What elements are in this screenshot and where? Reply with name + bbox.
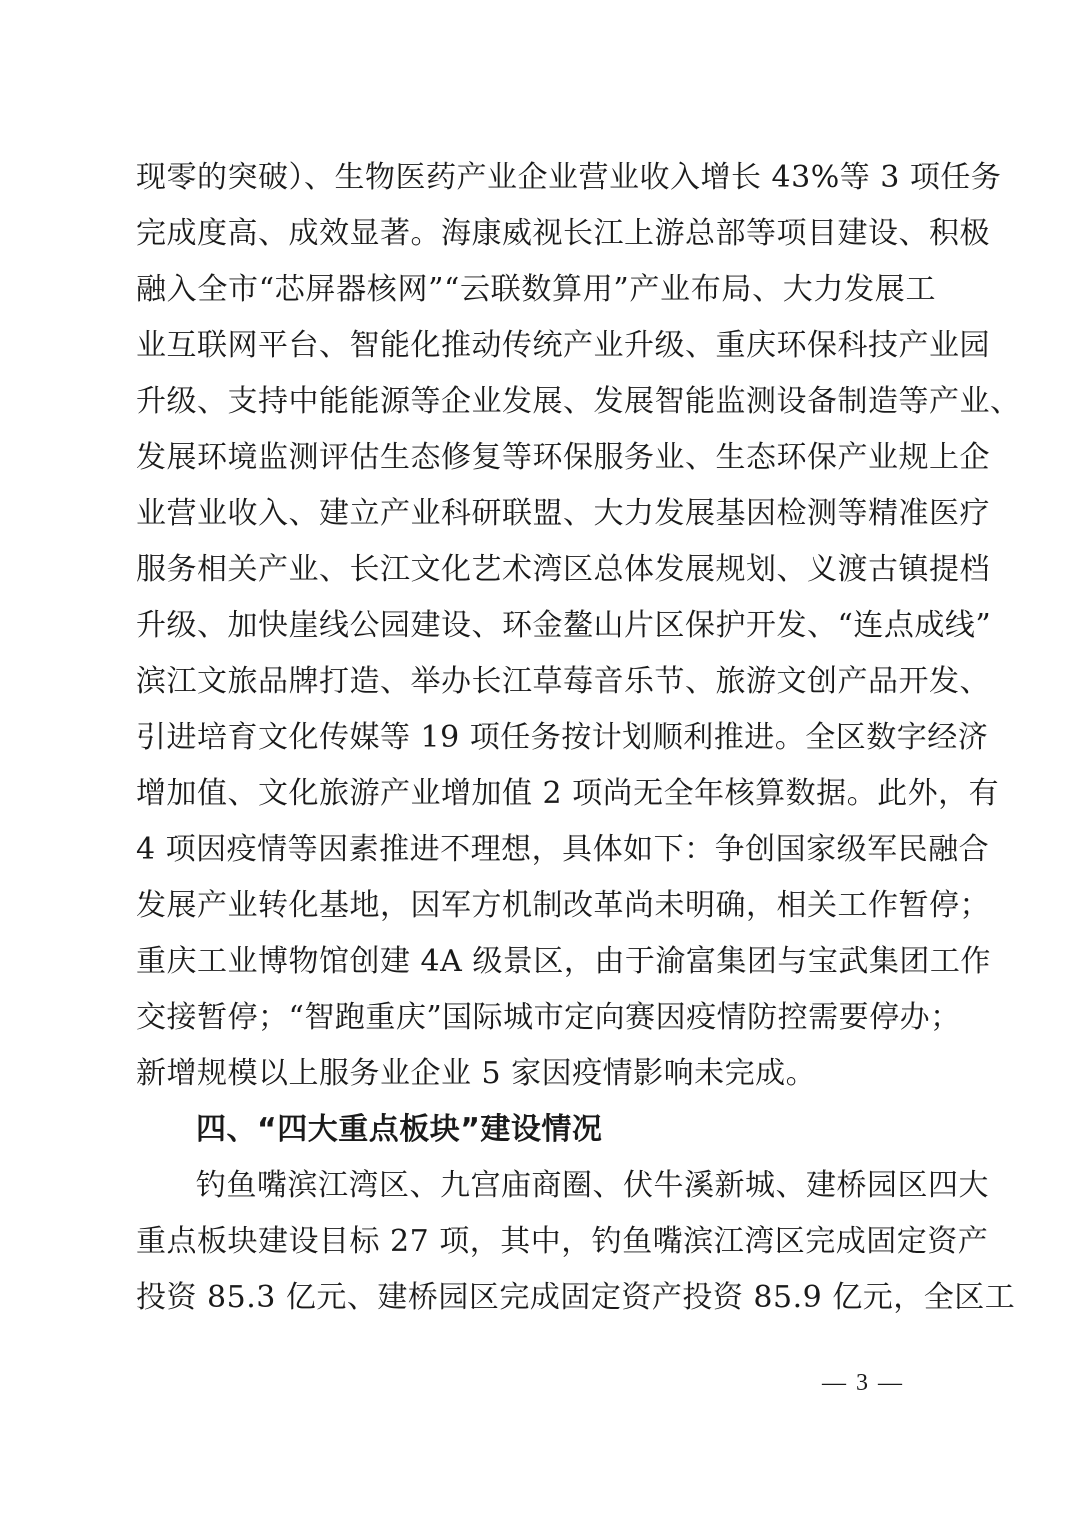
page-number: — 3 — <box>822 1370 904 1396</box>
paragraph-line: 重庆工业博物馆创建 4A 级景区，由于渝富集团与宝武集团工作 <box>136 944 991 979</box>
paragraph-line: 升级、加快崖线公园建设、环金鳌山片区保护开发、“连点成线” <box>136 608 992 643</box>
section-paragraph-line: 重点板块建设目标 27 项，其中，钓鱼嘴滨江湾区完成固定资产 <box>136 1224 989 1259</box>
paragraph-line: 融入全市“芯屏器核网”“云联数算用”产业布局、大力发展工 <box>136 272 936 307</box>
paragraph-line: 增加值、文化旅游产业增加值 2 项尚无全年核算数据。此外，有 <box>136 776 1000 811</box>
paragraph-line: 升级、支持中能能源等企业发展、发展智能监测设备制造等产业、 <box>136 384 1021 419</box>
paragraph-line: 4 项因疫情等因素推进不理想，具体如下：争创国家级军民融合 <box>136 832 990 867</box>
section-heading: 四、“四大重点板块”建设情况 <box>196 1112 603 1147</box>
section-paragraph-line: 钓鱼嘴滨江湾区、九宫庙商圈、伏牛溪新城、建桥园区四大 <box>196 1168 989 1203</box>
section-paragraph-line: 投资 85.3 亿元、建桥园区完成固定资产投资 85.9 亿元，全区工 <box>136 1280 1016 1315</box>
document-body <box>136 150 1021 1326</box>
paragraph-line: 服务相关产业、长江文化艺术湾区总体发展规划、义渡古镇提档 <box>136 552 990 587</box>
paragraph-line: 业营业收入、建立产业科研联盟、大力发展基因检测等精准医疗 <box>136 496 990 531</box>
paragraph-line: 滨江文旅品牌打造、举办长江草莓音乐节、旅游文创产品开发、 <box>136 664 990 699</box>
paragraph-line: 新增规模以上服务业企业 5 家因疫情影响未完成。 <box>136 1056 817 1091</box>
paragraph-line: 完成度高、成效显著。海康威视长江上游总部等项目建设、积极 <box>136 216 990 251</box>
paragraph-line: 交接暂停；“智跑重庆”国际城市定向赛因疫情防控需要停办； <box>136 1000 961 1035</box>
paragraph-line: 业互联网平台、智能化推动传统产业升级、重庆环保科技产业园 <box>136 328 990 363</box>
paragraph-line: 引进培育文化传媒等 19 项任务按计划顺利推进。全区数字经济 <box>136 720 989 755</box>
paragraph-line: 现零的突破）、生物医药产业企业营业收入增长 43%等 3 项任务 <box>136 160 1002 195</box>
paragraph-line: 发展产业转化基地，因军方机制改革尚未明确，相关工作暂停； <box>136 888 990 923</box>
paragraph-line: 发展环境监测评估生态修复等环保服务业、生态环保产业规上企 <box>136 440 990 475</box>
